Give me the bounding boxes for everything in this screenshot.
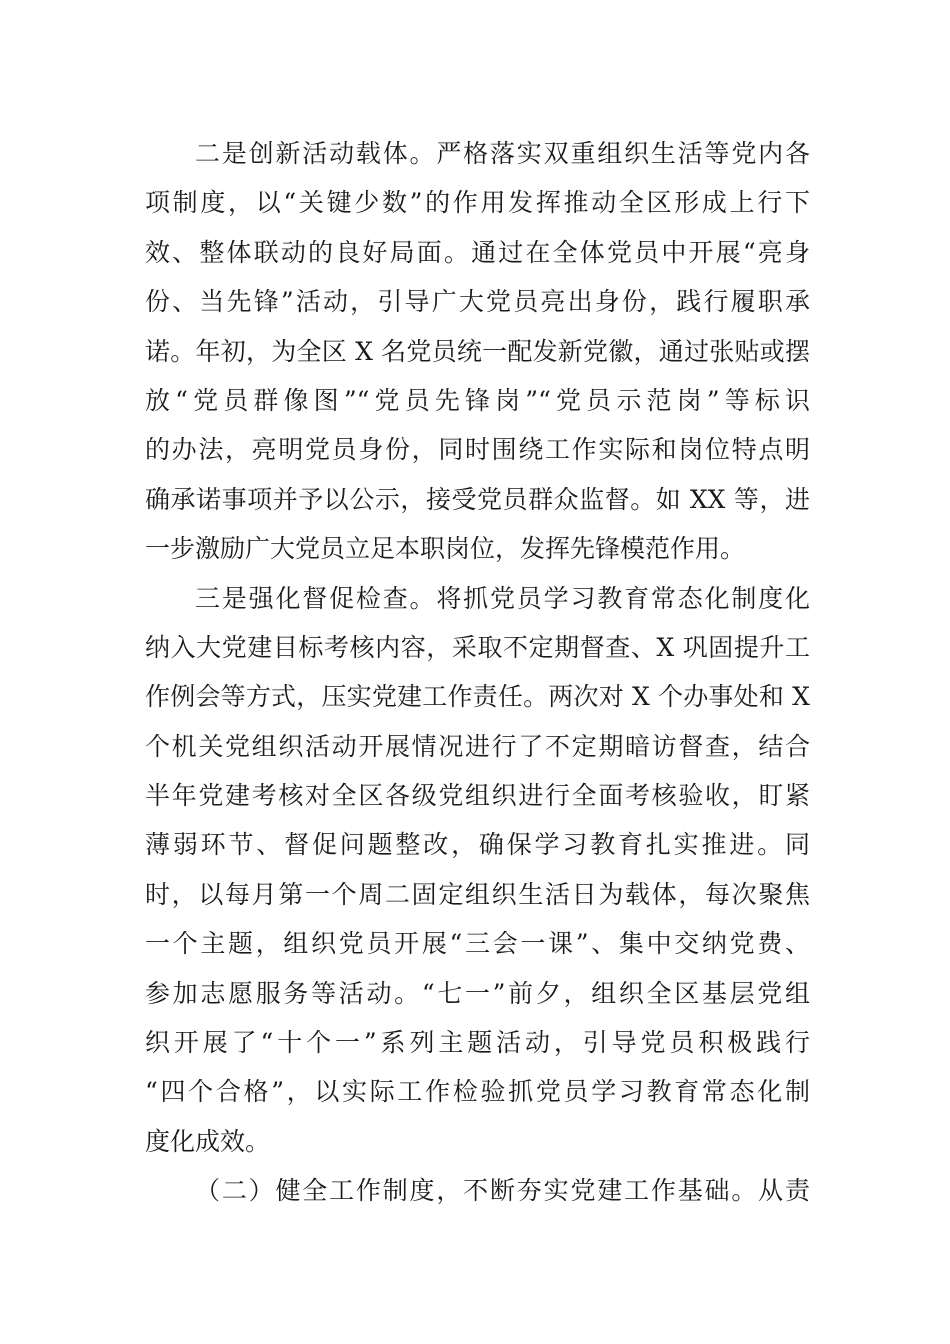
paragraph-2-line-8: 确承诺事项并予以公示，接受党员群众监督。如 XX 等，进: [145, 484, 810, 514]
paragraph-3-line-1: 三是强化督促检查。将抓党员学习教育常态化制度化: [195, 583, 810, 613]
paragraph-2-line-7: 的办法，亮明党员身份，同时围绕工作实际和岗位特点明: [145, 435, 810, 465]
paragraph-2-line-3: 效、整体联动的良好局面。通过在全体党员中开展“亮身: [145, 237, 810, 267]
paragraph-3-line-6: 薄弱环节、督促问题整改，确保学习教育扎实推进。同: [145, 830, 810, 860]
paragraph-3-line-8: 一个主题，组织党员开展“三会一课”、集中交纳党费、: [145, 929, 810, 959]
document-body: [145, 129, 810, 1216]
section-heading-line: （二）健全工作制度，不断夯实党建工作基础。从责: [195, 1176, 810, 1206]
paragraph-3-line-7: 时，以每月第一个周二固定组织生活日为载体，每次聚焦: [145, 879, 810, 909]
paragraph-2-line-9: 一步激励广大党员立足本职岗位，发挥先锋模范作用。: [145, 534, 746, 564]
paragraph-3-line-5: 半年党建考核对全区各级党组织进行全面考核验收，盯紧: [145, 781, 810, 811]
paragraph-3-line-4: 个机关党组织活动开展情况进行了不定期暗访督查，结合: [145, 731, 810, 761]
paragraph-3-line-10: 织开展了“十个一”系列主题活动，引导党员积极践行: [145, 1028, 810, 1058]
paragraph-3-line-9: 参加志愿服务等活动。“七一”前夕，组织全区基层党组: [145, 978, 810, 1008]
paragraph-3-line-3: 作例会等方式，压实党建工作责任。两次对 X 个办事处和 X: [145, 682, 810, 712]
paragraph-2-line-2: 项制度，以“关键少数”的作用发挥推动全区形成上行下: [145, 188, 810, 218]
paragraph-2-line-1: 二是创新活动载体。严格落实双重组织生活等党内各: [195, 139, 810, 168]
paragraph-3-line-12: 度化成效。: [145, 1126, 271, 1156]
paragraph-2-line-5: 诺。年初，为全区 X 名党员统一配发新党徽，通过张贴或摆: [145, 336, 810, 366]
paragraph-2-line-6: 放“党员群像图”“党员先锋岗”“党员示范岗”等标识: [145, 385, 810, 415]
paragraph-3-line-2: 纳入大党建目标考核内容，采取不定期督查、X 巩固提升工: [145, 632, 810, 662]
paragraph-3-line-11: “四个合格”，以实际工作检验抓党员学习教育常态化制: [145, 1077, 810, 1107]
paragraph-2-line-4: 份、当先锋”活动，引导广大党员亮出身份，践行履职承: [145, 287, 810, 317]
